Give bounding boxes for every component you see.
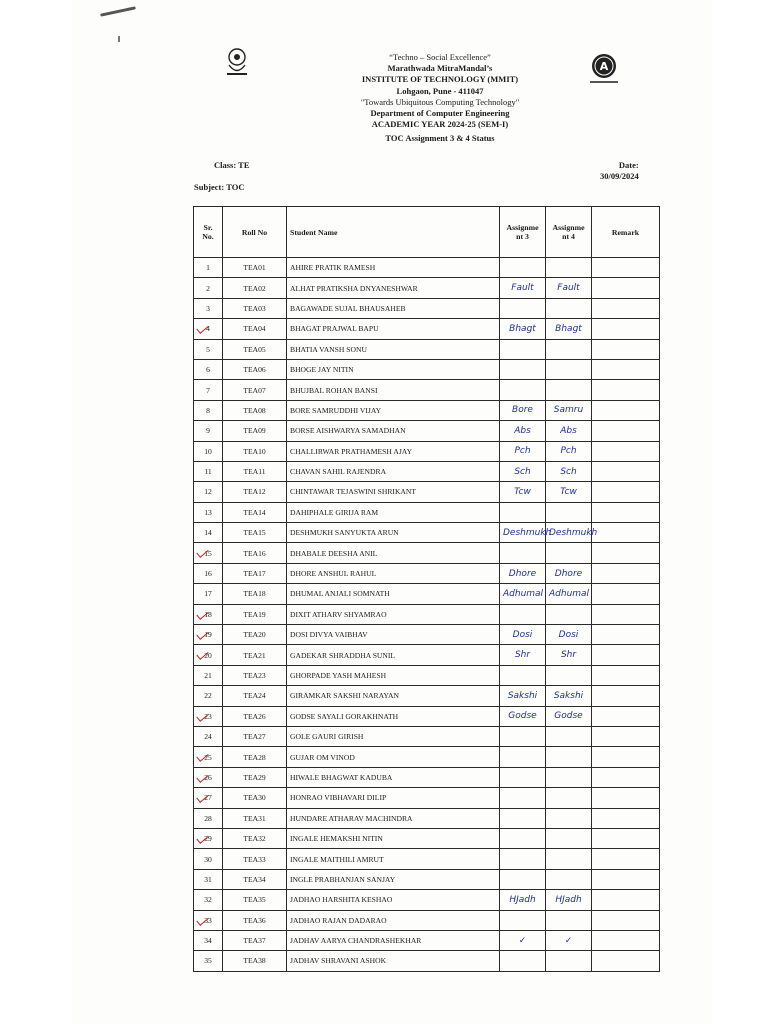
row-remark: [592, 543, 660, 563]
row-remark: [592, 502, 660, 522]
row-roll-number: TEA04: [223, 319, 287, 339]
naac-logo-icon: [584, 52, 624, 88]
row-roll-number: TEA09: [223, 421, 287, 441]
table-row: [194, 339, 660, 359]
row-student-name: DESHMUKH SANYUKTA ARUN: [287, 523, 500, 543]
column-header-roll: Roll No: [223, 207, 287, 258]
row-roll-number: TEA26: [223, 706, 287, 726]
row-student-name: BORSE AISHWARYA SAMADHAN: [287, 421, 500, 441]
row-remark: [592, 258, 660, 278]
table-row: [194, 461, 660, 481]
row-roll-number: TEA21: [223, 645, 287, 665]
row-student-name: BORE SAMRUDDHI VIJAY: [287, 400, 500, 420]
table-row: [194, 930, 660, 950]
row-roll-number: TEA31: [223, 808, 287, 828]
row-assignment-3-signature: [500, 767, 546, 787]
row-remark: [592, 482, 660, 502]
row-student-name: CHALLIRWAR PRATHAMESH AJAY: [287, 441, 500, 461]
row-remark: [592, 890, 660, 910]
row-roll-number: TEA17: [223, 563, 287, 583]
row-roll-number: TEA36: [223, 910, 287, 930]
row-assignment-3-signature: Bhagt: [500, 319, 546, 339]
row-roll-number: TEA32: [223, 828, 287, 848]
row-assignment-3-signature: [500, 726, 546, 746]
header-address: Lohgaon, Pune - 411047: [396, 85, 484, 96]
row-sr-number: 34: [194, 930, 223, 950]
row-remark: [592, 910, 660, 930]
row-remark: [592, 726, 660, 746]
row-sr-number: 26: [194, 767, 223, 787]
row-sr-number: 11: [194, 461, 223, 481]
header-tagline: "Towards Ubiquitous Computing Technology": [360, 96, 520, 107]
row-student-name: HIWALE BHAGWAT KADUBA: [287, 767, 500, 787]
table-row: [194, 319, 660, 339]
column-header-name: Student Name: [287, 207, 500, 258]
row-student-name: BHUJBAL ROHAN BANSI: [287, 380, 500, 400]
row-assignment-4-signature: [546, 604, 592, 624]
row-assignment-4-signature: Godse: [546, 706, 592, 726]
table-row: [194, 747, 660, 767]
table-row: [194, 951, 660, 971]
row-assignment-4-signature: HJadh: [546, 890, 592, 910]
row-remark: [592, 808, 660, 828]
row-remark: [592, 298, 660, 318]
date-label: Date:: [618, 160, 639, 170]
row-sr-number: 6: [194, 359, 223, 379]
row-student-name: INGALE HEMAKSHI NITIN: [287, 828, 500, 848]
row-student-name: JADHAO HARSHITA KESHAO: [287, 890, 500, 910]
row-sr-number: 9: [194, 421, 223, 441]
row-sr-number: 30: [194, 849, 223, 869]
row-student-name: INGALE MAITHILI AMRUT: [287, 849, 500, 869]
row-student-name: HONRAO VIBHAVARI DILIP: [287, 788, 500, 808]
row-roll-number: TEA07: [223, 380, 287, 400]
row-sr-number: 5: [194, 339, 223, 359]
row-remark: [592, 421, 660, 441]
row-remark: [592, 625, 660, 645]
row-remark: [592, 849, 660, 869]
row-roll-number: TEA12: [223, 482, 287, 502]
table-row: [194, 278, 660, 298]
row-assignment-3-signature: [500, 849, 546, 869]
row-assignment-4-signature: [546, 726, 592, 746]
row-remark: [592, 400, 660, 420]
row-sr-number: 15: [194, 543, 223, 563]
row-assignment-3-signature: Shr: [500, 645, 546, 665]
row-student-name: CHAVAN SAHIL RAJENDRA: [287, 461, 500, 481]
row-assignment-4-signature: Dhore: [546, 563, 592, 583]
row-remark: [592, 359, 660, 379]
table-row: [194, 441, 660, 461]
row-sr-number: 12: [194, 482, 223, 502]
document-header: [300, 52, 580, 145]
table-row: [194, 482, 660, 502]
row-student-name: GOLE GAURI GIRISH: [287, 726, 500, 746]
row-roll-number: TEA10: [223, 441, 287, 461]
row-roll-number: TEA01: [223, 258, 287, 278]
row-roll-number: TEA05: [223, 339, 287, 359]
row-sr-number: 21: [194, 665, 223, 685]
row-student-name: GHORPADE YASH MAHESH: [287, 665, 500, 685]
table-header-row: [194, 207, 660, 258]
column-header-sr: Sr. No.: [194, 207, 223, 258]
table-row: [194, 400, 660, 420]
row-student-name: JADHAO RAJAN DADARAO: [287, 910, 500, 930]
row-sr-number: 13: [194, 502, 223, 522]
row-student-name: JADHAV SHRAVANI ASHOK: [287, 951, 500, 971]
row-sr-number: 32: [194, 890, 223, 910]
row-assignment-4-signature: Adhumal: [546, 584, 592, 604]
row-sr-number: 31: [194, 869, 223, 889]
row-assignment-3-signature: Deshmukh: [500, 523, 546, 543]
table-row: [194, 645, 660, 665]
row-assignment-4-signature: [546, 258, 592, 278]
row-remark: [592, 686, 660, 706]
row-remark: [592, 461, 660, 481]
assignment-status-table: [193, 206, 660, 972]
table-row: [194, 788, 660, 808]
row-assignment-4-signature: Sch: [546, 461, 592, 481]
row-remark: [592, 645, 660, 665]
row-roll-number: TEA23: [223, 665, 287, 685]
row-student-name: BHAGAT PRAJWAL BAPU: [287, 319, 500, 339]
row-assignment-4-signature: Fault: [546, 278, 592, 298]
row-remark: [592, 767, 660, 787]
table-row: [194, 421, 660, 441]
row-roll-number: TEA34: [223, 869, 287, 889]
document-title: TOC Assignment 3 & 4 Status: [385, 133, 495, 144]
row-remark: [592, 706, 660, 726]
row-sr-number: 35: [194, 951, 223, 971]
row-roll-number: TEA33: [223, 849, 287, 869]
row-assignment-3-signature: [500, 380, 546, 400]
row-assignment-3-signature: [500, 604, 546, 624]
row-assignment-3-signature: Godse: [500, 706, 546, 726]
row-assignment-3-signature: Bore: [500, 400, 546, 420]
row-student-name: DOSI DIVYA VAIBHAV: [287, 625, 500, 645]
row-sr-number: 4: [194, 319, 223, 339]
row-assignment-4-signature: [546, 298, 592, 318]
row-student-name: DIXIT ATHARV SHYAMRAO: [287, 604, 500, 624]
row-assignment-3-signature: Abs: [500, 421, 546, 441]
row-roll-number: TEA16: [223, 543, 287, 563]
row-assignment-4-signature: Sakshi: [546, 686, 592, 706]
row-student-name: GODSE SAYALI GORAKHNATH: [287, 706, 500, 726]
row-remark: [592, 951, 660, 971]
header-department: Department of Computer Engineering: [370, 108, 510, 119]
row-roll-number: TEA06: [223, 359, 287, 379]
header-motto: “Techno – Social Excellence”: [389, 52, 491, 62]
table-row: [194, 258, 660, 278]
row-student-name: GUJAR OM VINOD: [287, 747, 500, 767]
row-roll-number: TEA38: [223, 951, 287, 971]
row-assignment-4-signature: [546, 788, 592, 808]
row-roll-number: TEA08: [223, 400, 287, 420]
table-row: [194, 890, 660, 910]
row-assignment-4-signature: [546, 910, 592, 930]
row-remark: [592, 747, 660, 767]
table-row: [194, 359, 660, 379]
row-assignment-4-signature: [546, 665, 592, 685]
header-org: Marathwada MitraMandal’s: [387, 63, 493, 74]
row-remark: [592, 604, 660, 624]
date-value: 30/09/2024: [600, 171, 639, 181]
row-student-name: BHATIA VANSH SONU: [287, 339, 500, 359]
row-remark: [592, 339, 660, 359]
row-assignment-3-signature: Fault: [500, 278, 546, 298]
row-sr-number: 29: [194, 828, 223, 848]
row-assignment-3-signature: [500, 808, 546, 828]
row-assignment-3-signature: [500, 747, 546, 767]
row-sr-number: 28: [194, 808, 223, 828]
table-row: [194, 910, 660, 930]
row-assignment-3-signature: Adhumal: [500, 584, 546, 604]
row-assignment-4-signature: Tcw: [546, 482, 592, 502]
row-assignment-3-signature: [500, 910, 546, 930]
row-assignment-4-signature: [546, 808, 592, 828]
row-assignment-3-signature: [500, 951, 546, 971]
row-remark: [592, 319, 660, 339]
row-assignment-3-signature: [500, 665, 546, 685]
row-sr-number: 23: [194, 706, 223, 726]
row-assignment-4-signature: Samru: [546, 400, 592, 420]
row-sr-number: 22: [194, 686, 223, 706]
header-institute: INSTITUTE OF TECHNOLOGY (MMIT): [361, 74, 519, 85]
row-roll-number: TEA14: [223, 502, 287, 522]
table-row: [194, 849, 660, 869]
row-sr-number: 33: [194, 910, 223, 930]
row-roll-number: TEA24: [223, 686, 287, 706]
row-assignment-3-signature: Dosi: [500, 625, 546, 645]
institute-logo-icon: [222, 46, 252, 80]
column-header-remark: Remark: [592, 207, 660, 258]
row-student-name: DHUMAL ANJALI SOMNATH: [287, 584, 500, 604]
row-assignment-3-signature: Pch: [500, 441, 546, 461]
row-student-name: INGLE PRABHANJAN SANJAY: [287, 869, 500, 889]
row-assignment-4-signature: [546, 951, 592, 971]
row-assignment-4-signature: Bhagt: [546, 319, 592, 339]
row-assignment-4-signature: [546, 869, 592, 889]
row-sr-number: 3: [194, 298, 223, 318]
row-sr-number: 24: [194, 726, 223, 746]
svg-text:A: A: [599, 60, 609, 73]
row-roll-number: TEA03: [223, 298, 287, 318]
row-roll-number: TEA27: [223, 726, 287, 746]
row-student-name: AHIRE PRATIK RAMESH: [287, 258, 500, 278]
header-academic-year: ACADEMIC YEAR 2024-25 (SEM-I): [371, 119, 509, 130]
table-row: [194, 726, 660, 746]
row-sr-number: 10: [194, 441, 223, 461]
row-roll-number: TEA18: [223, 584, 287, 604]
row-assignment-4-signature: Shr: [546, 645, 592, 665]
row-student-name: CHINTAWAR TEJASWINI SHRIKANT: [287, 482, 500, 502]
row-remark: [592, 788, 660, 808]
table-row: [194, 298, 660, 318]
table-row: [194, 543, 660, 563]
row-assignment-3-signature: [500, 339, 546, 359]
row-remark: [592, 665, 660, 685]
row-assignment-3-signature: Tcw: [500, 482, 546, 502]
row-sr-number: 8: [194, 400, 223, 420]
column-header-assignment-3: Assignme nt 3: [500, 207, 546, 258]
table-row: [194, 828, 660, 848]
row-student-name: DHABALE DEESHA ANIL: [287, 543, 500, 563]
row-sr-number: 7: [194, 380, 223, 400]
row-assignment-3-signature: HJadh: [500, 890, 546, 910]
row-assignment-3-signature: [500, 543, 546, 563]
row-assignment-4-signature: Deshmukh: [546, 523, 592, 543]
table-row: [194, 767, 660, 787]
row-roll-number: TEA19: [223, 604, 287, 624]
row-assignment-4-signature: [546, 747, 592, 767]
row-remark: [592, 869, 660, 889]
row-assignment-4-signature: ✓: [546, 930, 592, 950]
row-sr-number: 25: [194, 747, 223, 767]
row-student-name: BAGAWADE SUJAL BHAUSAHEB: [287, 298, 500, 318]
row-assignment-3-signature: Dhore: [500, 563, 546, 583]
table-row: [194, 523, 660, 543]
row-roll-number: TEA30: [223, 788, 287, 808]
row-student-name: JADHAV AARYA CHANDRASHEKHAR: [287, 930, 500, 950]
row-sr-number: 16: [194, 563, 223, 583]
row-assignment-4-signature: [546, 849, 592, 869]
table-row: [194, 869, 660, 889]
row-assignment-3-signature: ✓: [500, 930, 546, 950]
row-sr-number: 20: [194, 645, 223, 665]
row-sr-number: 1: [194, 258, 223, 278]
column-header-assignment-4: Assignme nt 4: [546, 207, 592, 258]
row-roll-number: TEA15: [223, 523, 287, 543]
table-row: [194, 584, 660, 604]
row-student-name: BHOGE JAY NITIN: [287, 359, 500, 379]
row-assignment-4-signature: [546, 828, 592, 848]
row-assignment-4-signature: [546, 543, 592, 563]
row-student-name: DHORE ANSHUL RAHUL: [287, 563, 500, 583]
row-assignment-4-signature: Abs: [546, 421, 592, 441]
table-row: [194, 686, 660, 706]
table-row: [194, 706, 660, 726]
table-row: [194, 808, 660, 828]
row-sr-number: 27: [194, 788, 223, 808]
row-assignment-3-signature: Sakshi: [500, 686, 546, 706]
row-sr-number: 17: [194, 584, 223, 604]
row-sr-number: 19: [194, 625, 223, 645]
row-remark: [592, 563, 660, 583]
row-roll-number: TEA02: [223, 278, 287, 298]
row-assignment-3-signature: [500, 258, 546, 278]
row-student-name: DAHIPHALE GIRIJA RAM: [287, 502, 500, 522]
row-remark: [592, 523, 660, 543]
row-assignment-3-signature: [500, 788, 546, 808]
row-student-name: ALHAT PRATIKSHA DNYANESHWAR: [287, 278, 500, 298]
row-remark: [592, 278, 660, 298]
table-row: [194, 380, 660, 400]
table-row: [194, 502, 660, 522]
date-block: [600, 160, 639, 182]
row-assignment-4-signature: Pch: [546, 441, 592, 461]
row-sr-number: 2: [194, 278, 223, 298]
table-row: [194, 604, 660, 624]
row-assignment-4-signature: [546, 502, 592, 522]
row-assignment-3-signature: Sch: [500, 461, 546, 481]
row-remark: [592, 380, 660, 400]
row-assignment-4-signature: [546, 380, 592, 400]
staple-dot: [118, 36, 120, 42]
row-assignment-3-signature: [500, 502, 546, 522]
row-assignment-4-signature: [546, 359, 592, 379]
row-student-name: HUNDARE ATHARAV MACHINDRA: [287, 808, 500, 828]
table-row: [194, 665, 660, 685]
row-roll-number: TEA28: [223, 747, 287, 767]
table-row: [194, 625, 660, 645]
row-remark: [592, 441, 660, 461]
row-roll-number: TEA29: [223, 767, 287, 787]
table-row: [194, 563, 660, 583]
row-assignment-4-signature: [546, 339, 592, 359]
row-remark: [592, 930, 660, 950]
row-student-name: GADEKAR SHRADDHA SUNIL: [287, 645, 500, 665]
row-assignment-3-signature: [500, 298, 546, 318]
row-assignment-3-signature: [500, 359, 546, 379]
row-student-name: GIRAMKAR SAKSHI NARAYAN: [287, 686, 500, 706]
subject-label: Subject: TOC: [194, 182, 245, 192]
row-roll-number: TEA20: [223, 625, 287, 645]
row-assignment-4-signature: [546, 767, 592, 787]
row-remark: [592, 584, 660, 604]
row-roll-number: TEA35: [223, 890, 287, 910]
row-remark: [592, 828, 660, 848]
row-sr-number: 18: [194, 604, 223, 624]
row-sr-number: 14: [194, 523, 223, 543]
row-roll-number: TEA37: [223, 930, 287, 950]
row-roll-number: TEA11: [223, 461, 287, 481]
row-assignment-4-signature: Dosi: [546, 625, 592, 645]
class-label: Class: TE: [214, 160, 250, 170]
row-assignment-3-signature: [500, 828, 546, 848]
row-assignment-3-signature: [500, 869, 546, 889]
